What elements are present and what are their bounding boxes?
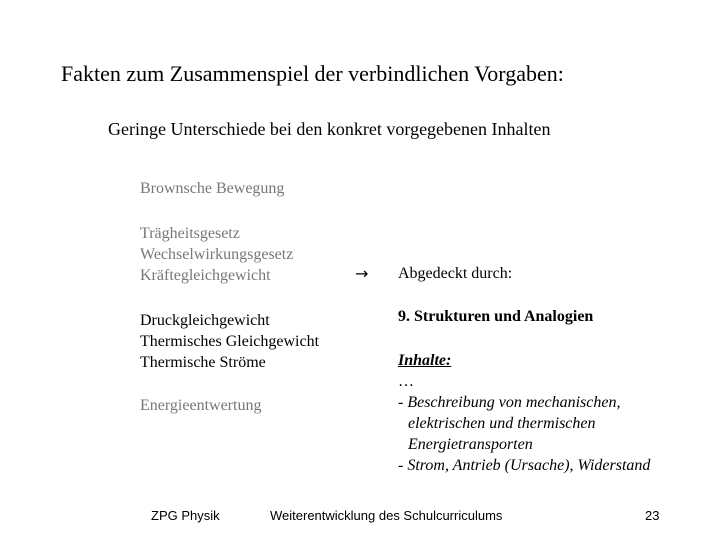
topic-wechselwirkungsgesetz: Wechselwirkungsgesetz [140, 246, 294, 263]
inhalte-item-1-line-3: Energietransporten [408, 436, 533, 453]
abgedeckt-label: Abgedeckt durch: [398, 265, 513, 282]
topic-kraeftegleichgewicht: Kräftegleichgewicht [140, 267, 271, 284]
topic-thermische-stroeme: Thermische Ströme [140, 354, 266, 371]
arrow-right-icon: → [355, 264, 369, 283]
topic-group-thermal [140, 310, 319, 373]
topic-energieentwertung: Energieentwertung [140, 397, 262, 414]
footer-center: Weiterentwicklung des Schulcurriculums [270, 508, 503, 523]
inhalte-item-1-line-2: elektrischen und thermischen [408, 415, 596, 432]
topic-druckgleichgewicht: Druckgleichgewicht [140, 312, 270, 329]
page-number: 23 [645, 508, 660, 523]
topic-brownsche-bewegung: Brownsche Bewegung [140, 180, 285, 197]
inhalte-ellipsis: … [398, 373, 414, 390]
strukturen-heading: 9. Strukturen und Analogien [398, 308, 594, 325]
inhalte-item-1-line-1: - Beschreibung von mechanischen, [398, 394, 621, 411]
inhalte-block [398, 350, 650, 476]
slide-title: Fakten zum Zusammenspiel der verbindlichen Vorgaben: [61, 61, 564, 86]
slide-subtitle: Geringe Unterschiede bei den konkret vorgegebenen Inhalten [108, 119, 551, 139]
footer-left: ZPG Physik [151, 508, 220, 523]
inhalte-label: Inhalte: [398, 352, 452, 369]
inhalte-item-2: - Strom, Antrieb (Ursache), Widerstand [398, 457, 651, 474]
topic-group-mechanics [140, 223, 293, 286]
topic-thermisches-gleichgewicht: Thermisches Gleichgewicht [140, 333, 320, 350]
topic-traegheitsgesetz: Trägheitsgesetz [140, 225, 240, 242]
